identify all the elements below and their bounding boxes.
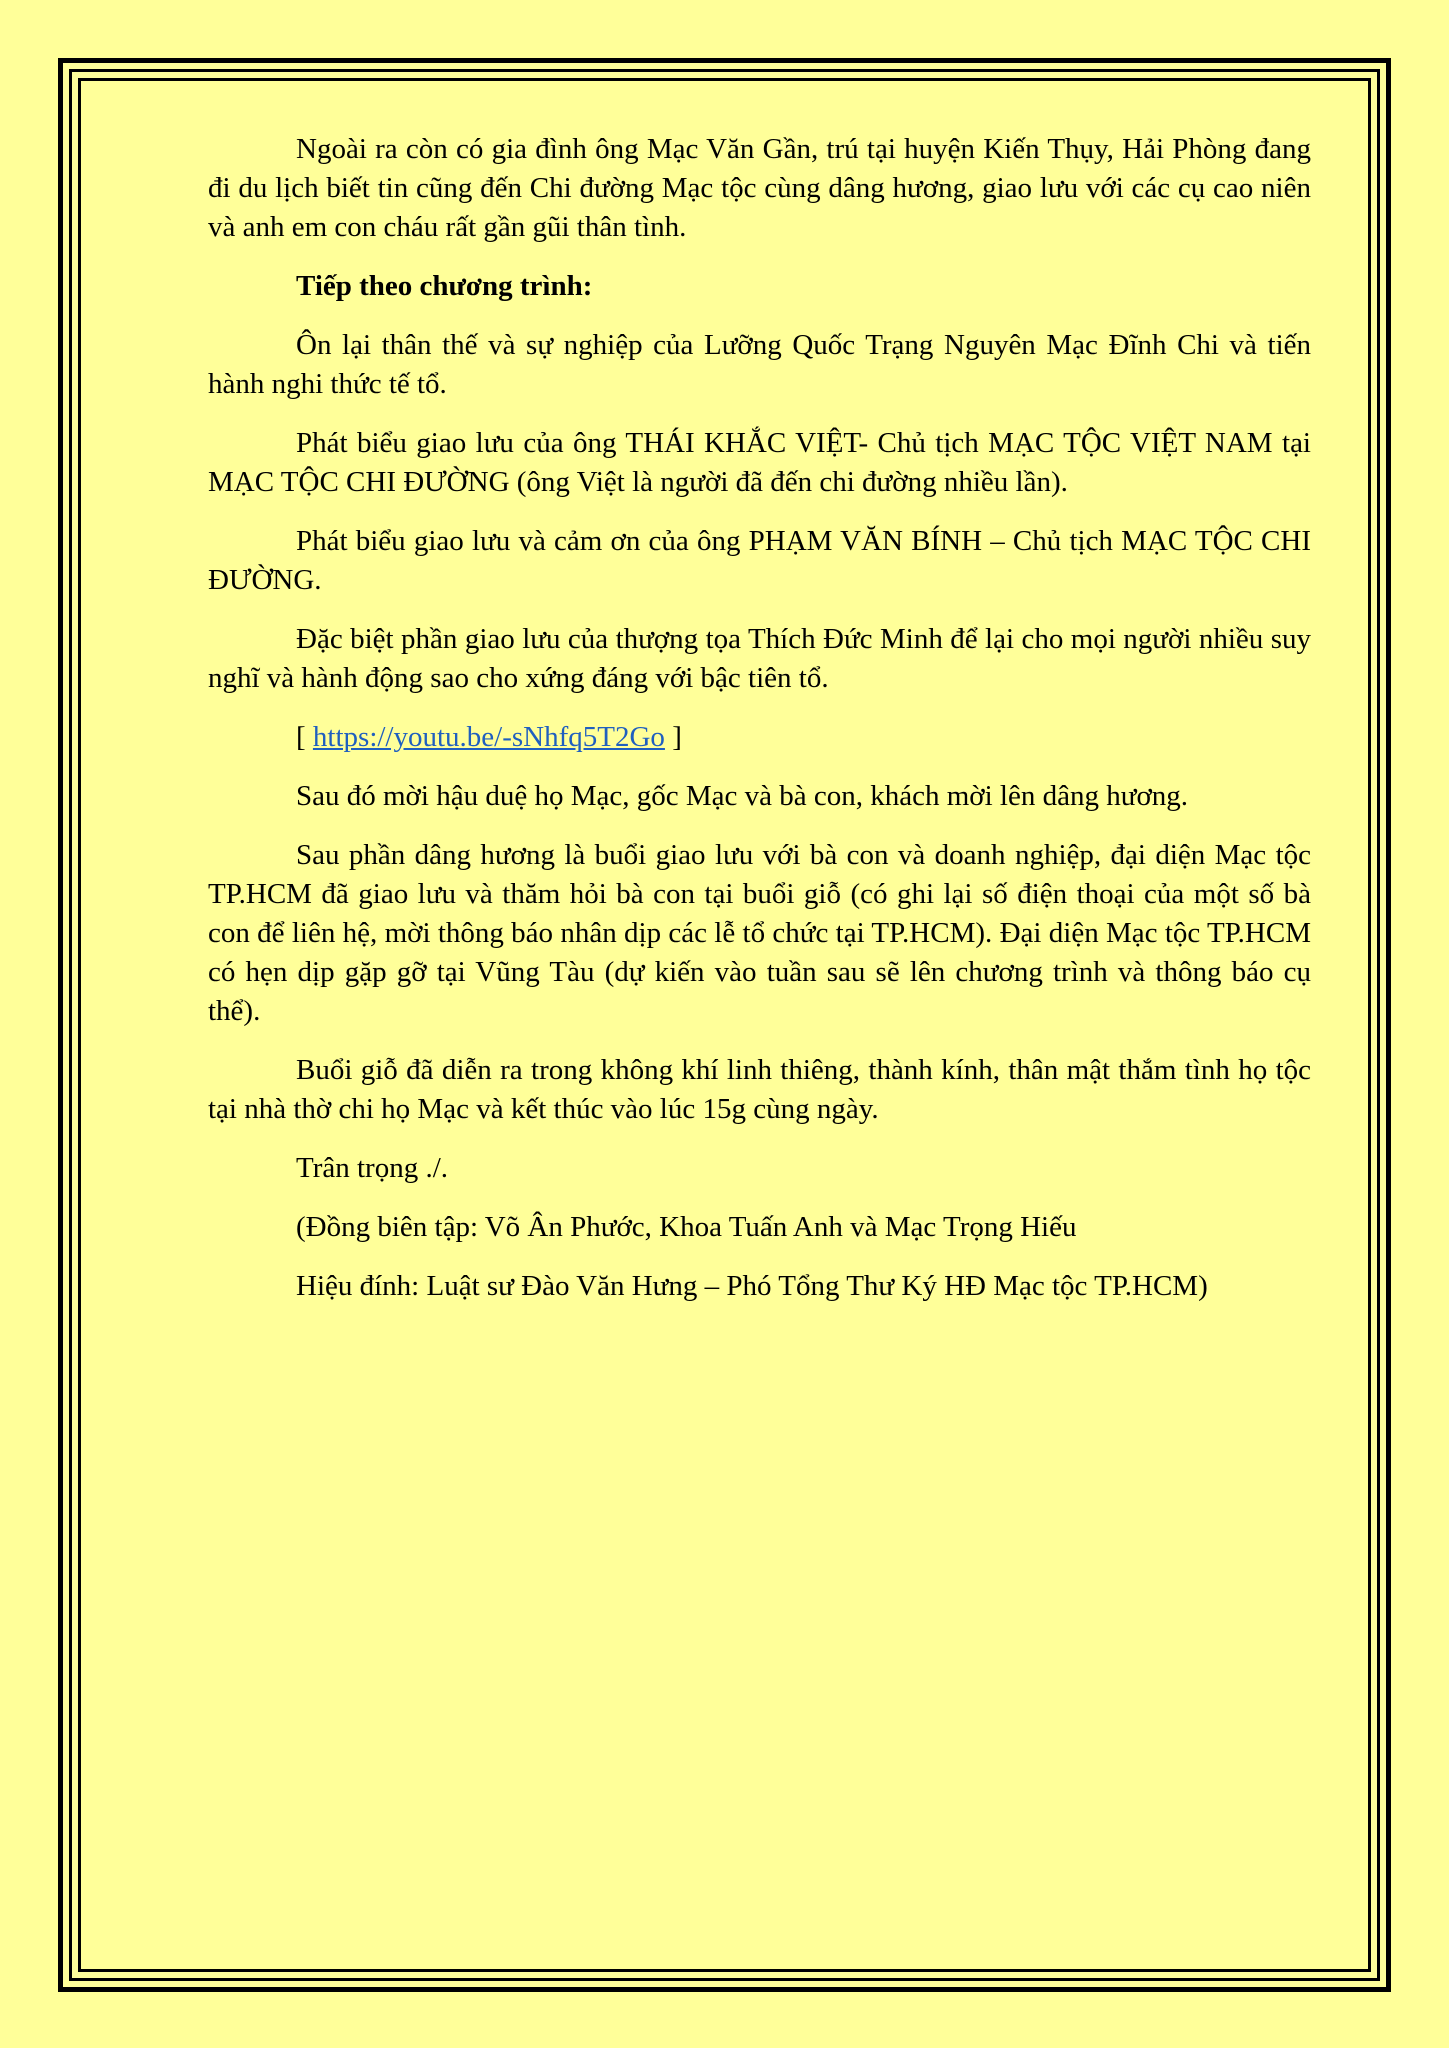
youtube-link[interactable]: https://youtu.be/-sNhfq5T2Go <box>312 721 665 753</box>
paragraph-speech-thai-khac-viet: Phát biểu giao lưu của ông THÁI KHẮC VIỆT- Chủ tịch MẠC TỘC VIỆT NAM tại MẠC TỘC CHI ĐƯỜNG (ông Việt là người đã đến chi đường nhiều lần). <box>208 427 1311 498</box>
video-link-line <box>208 718 1311 757</box>
link-open-bracket: [ <box>296 721 313 753</box>
paragraph-thich-duc-minh: Đặc biệt phần giao lưu của thượng tọa Thích Đức Minh để lại cho mọi người nhiều suy nghĩ và hành động sao cho xứng đáng với bậc tiên tổ. <box>208 623 1311 694</box>
paragraph-ceremony-conclusion: Buổi giỗ đã diễn ra trong không khí linh thiêng, thành kính, thân mật thắm tình họ tộc tại nhà thờ chi họ Mạc và kết thúc vào lúc 15g cùng ngày. <box>208 1054 1311 1125</box>
paragraph-exchange-meeting: Sau phần dâng hương là buổi giao lưu với bà con và doanh nghiệp, đại diện Mạc tộc TP.HCM đã giao lưu và thăm hỏi bà con tại buổi giỗ (có ghi lại số điện thoại của một số bà con để liên hệ, mời thông báo nhân dịp các lễ tổ chức tại TP.HCM). Đại diện Mạc tộc TP.HCM có hẹn dịp gặp gỡ tại Vũng Tàu (dự kiến vào tuần sau sẽ lên chương trình và thông báo cụ thể). <box>208 839 1311 1027</box>
paragraph-co-editors: (Đồng biên tập: Võ Ân Phước, Khoa Tuấn Anh và Mạc Trọng Hiếu <box>296 1211 1077 1243</box>
article-body <box>208 130 1311 1326</box>
paragraph-review-biography: Ôn lại thân thế và sự nghiệp của Lưỡng Quốc Trạng Nguyên Mạc Đĩnh Chi và tiến hành nghi thức tế tổ. <box>208 329 1311 400</box>
link-close-bracket: ] <box>664 721 682 753</box>
paragraph-guest-family: Ngoài ra còn có gia đình ông Mạc Văn Gần, trú tại huyện Kiến Thụy, Hải Phòng đang đi du lịch biết tin cũng đến Chi đường Mạc tộc cùng dâng hương, giao lưu với các cụ cao niên và anh em con cháu rất gần gũi thân tình. <box>208 133 1311 243</box>
paragraph-regards: Trân trọng ./. <box>296 1152 448 1184</box>
paragraph-offering-incense: Sau đó mời hậu duệ họ Mạc, gốc Mạc và bà con, khách mời lên dâng hương. <box>296 780 1189 812</box>
program-heading: Tiếp theo chương trình: <box>296 270 593 302</box>
paragraph-proofreader: Hiệu đính: Luật sư Đào Văn Hưng – Phó Tổng Thư Ký HĐ Mạc tộc TP.HCM) <box>296 1270 1208 1302</box>
paragraph-speech-pham-van-binh: Phát biểu giao lưu và cảm ơn của ông PHẠM VĂN BÍNH – Chủ tịch MẠC TỘC CHI ĐƯỜNG. <box>208 525 1311 596</box>
